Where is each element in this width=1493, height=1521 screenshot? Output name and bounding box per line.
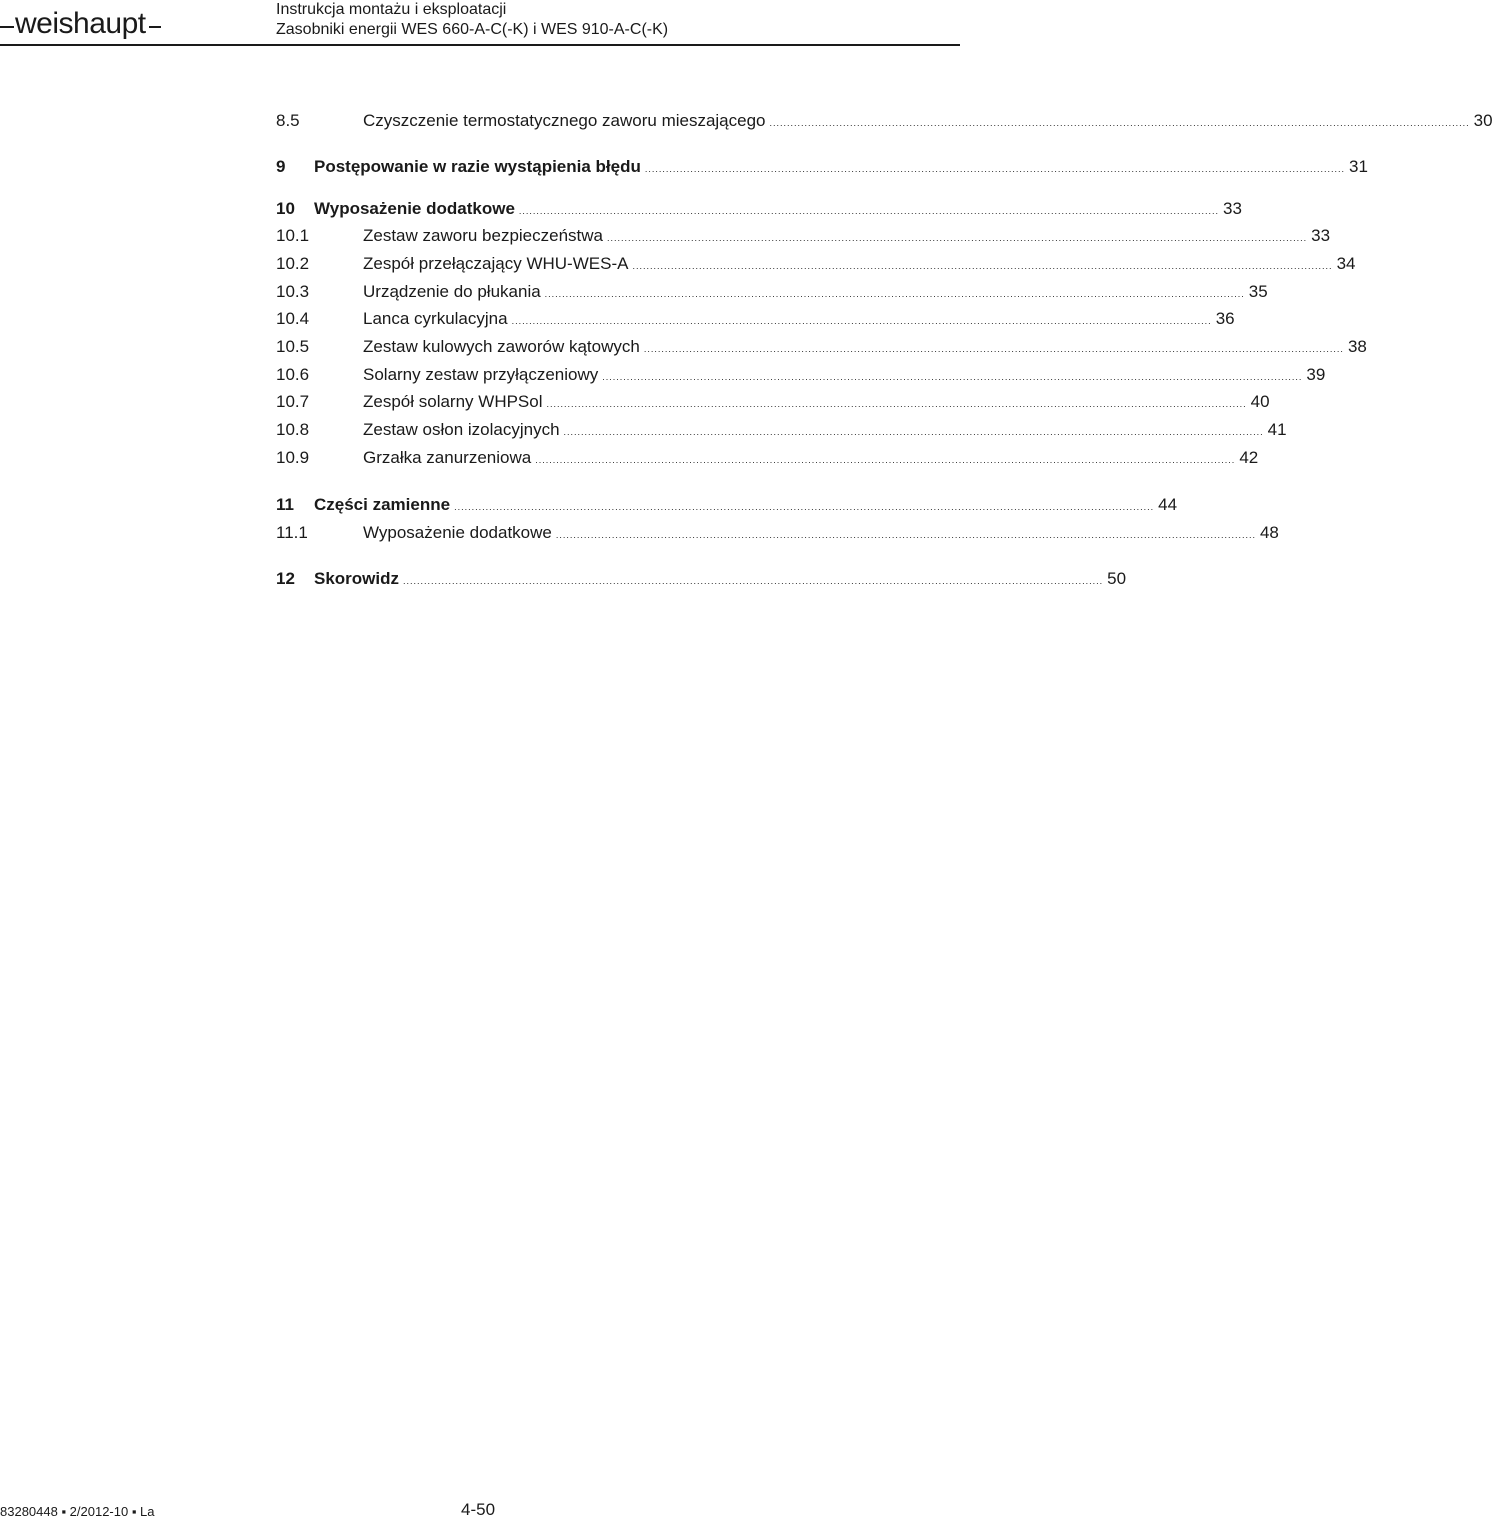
- document-title-line1: Instrukcja montażu i eksploatacji: [276, 1, 507, 18]
- toc-entry-title: Części zamienne: [314, 495, 451, 514]
- toc-entry-title: Solarny zestaw przyłączeniowy: [363, 365, 599, 384]
- toc-entry-number: 10.4: [276, 309, 310, 328]
- toc-entry-page: 33: [1223, 199, 1242, 218]
- toc-entry-title: Lanca cyrkulacyjna: [363, 309, 508, 328]
- toc-entry-title: Urządzenie do płukania: [363, 282, 541, 301]
- toc-section-entry[interactable]: [276, 279, 1268, 305]
- toc-section-entry[interactable]: [276, 417, 1287, 443]
- toc-entry-number: 9: [276, 157, 286, 176]
- toc-entry-title: Zespół przełączający WHU-WES-A: [363, 254, 629, 273]
- toc-section-entry[interactable]: [276, 362, 1326, 388]
- toc-dot-leader: ........................................................................................................................................................................................................: [546, 399, 1247, 409]
- header-rule: [0, 44, 960, 46]
- toc-dot-leader: ........................................................................................................................................................................................................: [403, 576, 1104, 586]
- toc-entry-number: 10.5: [276, 337, 310, 356]
- toc-section-entry[interactable]: [276, 251, 1356, 277]
- toc-entry-title: Czyszczenie termostatycznego zaworu mieszającego: [363, 111, 766, 130]
- page-header: [0, 0, 960, 46]
- toc-section-entry[interactable]: [276, 334, 1367, 360]
- toc-entry-page: 44: [1158, 495, 1178, 514]
- toc-entry-number: 11.1: [276, 523, 308, 542]
- toc-chapter-entry[interactable]: [276, 492, 1178, 518]
- toc-dot-leader: ........................................................................................................................................................................................................: [769, 118, 1470, 128]
- toc-entry-number: 10.3: [276, 282, 310, 301]
- toc-entry-title: Wyposażenie dodatkowe: [314, 199, 515, 218]
- toc-entry-page: 50: [1107, 569, 1127, 588]
- toc-entry-number: 10.7: [276, 392, 310, 411]
- toc-entry-number: 10.2: [276, 254, 310, 273]
- logo-text: weishaupt: [15, 7, 146, 40]
- toc-dot-leader: ........................................................................................................................................................................................................: [518, 206, 1220, 216]
- toc-entry-number: 8.5: [276, 111, 300, 130]
- toc-entry-number: 10.1: [276, 226, 310, 245]
- toc-entry-title: Zestaw zaworu bezpieczeństwa: [363, 226, 604, 245]
- toc-dot-leader: ........................................................................................................................................................................................................: [454, 502, 1155, 512]
- toc-entry-page: 35: [1248, 282, 1268, 301]
- toc-dot-leader: ........................................................................................................................................................................................................: [535, 455, 1236, 465]
- toc-section-entry[interactable]: [276, 306, 1235, 332]
- toc-entry-title: Postępowanie w razie wystąpienia błędu: [314, 157, 641, 176]
- toc-dot-leader: ........................................................................................................................................................................................................: [632, 261, 1333, 271]
- toc-dot-leader: ........................................................................................................................................................................................................: [602, 372, 1303, 382]
- toc-dot-leader: ........................................................................................................................................................................................................: [607, 233, 1308, 243]
- toc-entry-number: 10.6: [276, 365, 310, 384]
- toc-dot-leader: ........................................................................................................................................................................................................: [644, 164, 1345, 174]
- toc-entry-number: 11: [276, 495, 294, 514]
- toc-chapter-entry[interactable]: [276, 196, 1242, 222]
- footer-page-number: 4-50: [461, 1500, 496, 1519]
- footer-document-code: 83280448 ▪ 2/2012-10 ▪ La: [0, 1504, 155, 1519]
- toc-entry-page: 39: [1306, 365, 1326, 384]
- toc-section-entry[interactable]: [276, 520, 1279, 546]
- document-title: [276, 0, 668, 40]
- toc-dot-leader: ........................................................................................................................................................................................................: [643, 344, 1344, 354]
- toc-entry-page: 33: [1311, 226, 1331, 245]
- toc-entry-title: Grzałka zanurzeniowa: [363, 448, 532, 467]
- logo-dash-right: [149, 26, 161, 28]
- toc-entry-page: 34: [1336, 254, 1356, 273]
- toc-dot-leader: ........................................................................................................................................................................................................: [544, 289, 1245, 299]
- toc-entry-page: 30: [1473, 111, 1493, 130]
- toc-section-entry[interactable]: [276, 445, 1259, 471]
- toc-dot-leader: ........................................................................................................................................................................................................: [511, 316, 1212, 326]
- toc-entry-page: 31: [1348, 157, 1368, 176]
- toc-entry-page: 41: [1267, 420, 1287, 439]
- toc-entry-title: Zestaw kulowych zaworów kątowych: [363, 337, 640, 356]
- toc-entry-page: 36: [1215, 309, 1235, 328]
- toc-chapter-entry[interactable]: [276, 154, 1368, 180]
- weishaupt-logo: [0, 6, 161, 42]
- toc-entry-number: 10.9: [276, 448, 310, 467]
- toc-chapter-entry[interactable]: [276, 566, 1127, 592]
- toc-entry-page: 38: [1347, 337, 1367, 356]
- toc-section-entry[interactable]: [276, 223, 1331, 249]
- logo-dash-left: [0, 26, 14, 28]
- toc-entry-page: 42: [1239, 448, 1259, 467]
- toc-entry-number: 10.8: [276, 420, 310, 439]
- toc-dot-leader: ........................................................................................................................................................................................................: [563, 427, 1264, 437]
- toc-entry-title: Zespół solarny WHPSol: [363, 392, 543, 411]
- toc-entry-number: 12: [276, 569, 295, 588]
- toc-section-entry[interactable]: [276, 389, 1270, 415]
- document-title-line2: Zasobniki energii WES 660-A-C(-K) i WES 910-A-C(-K): [276, 21, 669, 38]
- toc-entry-number: 10: [276, 199, 295, 218]
- toc-section-entry[interactable]: [276, 108, 1493, 134]
- toc-entry-title: Wyposażenie dodatkowe: [363, 523, 552, 542]
- toc-entry-title: Skorowidz: [314, 569, 400, 588]
- toc-entry-page: 40: [1250, 392, 1270, 411]
- toc-dot-leader: ........................................................................................................................................................................................................: [555, 530, 1256, 540]
- toc-entry-page: 48: [1259, 523, 1279, 542]
- toc-entry-title: Zestaw osłon izolacyjnych: [363, 420, 560, 439]
